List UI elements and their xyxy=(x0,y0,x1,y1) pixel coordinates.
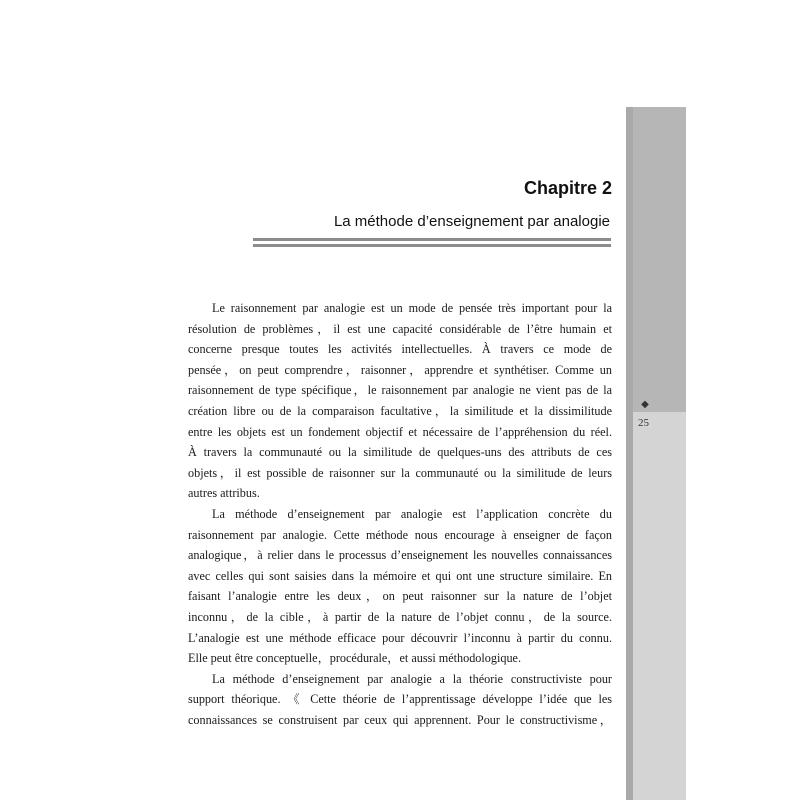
text-line: autres attribus. xyxy=(188,486,260,501)
margin-band-stripe xyxy=(626,107,633,800)
text-line: La méthode d’enseignement par analogie est l’application concrète du xyxy=(212,506,612,521)
diamond-icon: ◆ xyxy=(641,399,649,410)
text-line: création libre ou de la comparaison facultative，la similitude et la dissimilitude xyxy=(188,403,612,418)
title-rule-top xyxy=(253,238,611,241)
text-line: À travers la communauté ou la similitude de quelques-uns des attributs de ces xyxy=(188,445,612,460)
text-line: entre les objets est un fondement objectif et nécessaire de l’appréhension du réel. xyxy=(188,424,612,439)
text-line: analogique，à relier dans le processus d’enseignement les nouvelles connaissances xyxy=(188,548,612,563)
text-line: résolution de problèmes，il est une capacité considérable de l’être humain et xyxy=(188,321,612,336)
text-line: concerne presque toutes les activités intellectuelles. À travers ce mode de xyxy=(188,342,612,357)
text-line: Elle peut être conceptuelle，procédurale，et aussi méthodologique. xyxy=(188,651,522,666)
margin-band-dark-section xyxy=(626,107,686,412)
text-line: La méthode d’enseignement par analogie a la théorie constructiviste pour xyxy=(212,671,612,686)
text-line: support théorique. 《 Cette théorie de l’apprentissage développe l’idée que les xyxy=(188,692,612,707)
title-rule-bottom xyxy=(253,244,611,247)
text-line: avec celles qui sont saisies dans la mémoire et qui ont une structure similaire. En xyxy=(188,568,612,583)
text-line: inconnu，de la cible，à partir de la nature de l’objet connu，de la source. xyxy=(188,609,612,624)
paragraph xyxy=(188,298,612,504)
page-number: 25 xyxy=(638,417,649,429)
text-line: faisant l’analogie entre les deux，on peut raisonner sur la nature de l’objet xyxy=(188,589,612,604)
text-line: L’analogie est une méthode efficace pour découvrir l’inconnu à partir du connu. xyxy=(188,630,612,645)
paragraph xyxy=(188,504,612,669)
text-line: pensée，on peut comprendre，raisonner，apprendre et synthétiser. Comme un xyxy=(188,362,612,377)
text-line: raisonnement de type spécifique，le raisonnement par analogie ne vient pas de la xyxy=(188,383,612,398)
body-text xyxy=(188,298,612,730)
text-line: Le raisonnement par analogie est un mode de pensée très important pour la xyxy=(212,301,612,315)
text-line: raisonnement par analogie. Cette méthode nous encourage à enseigner de façon xyxy=(188,527,612,542)
chapter-number: Chapitre 2 xyxy=(523,178,612,198)
paragraph xyxy=(188,669,612,731)
text-line: connaissances se construisent par ceux qui apprennent. Pour le constructivisme， xyxy=(188,712,612,727)
text-line: objets，il est possible de raisonner sur la communauté ou la similitude de leurs xyxy=(188,465,612,480)
chapter-title: La méthode d’enseignement par analogie xyxy=(333,213,610,230)
